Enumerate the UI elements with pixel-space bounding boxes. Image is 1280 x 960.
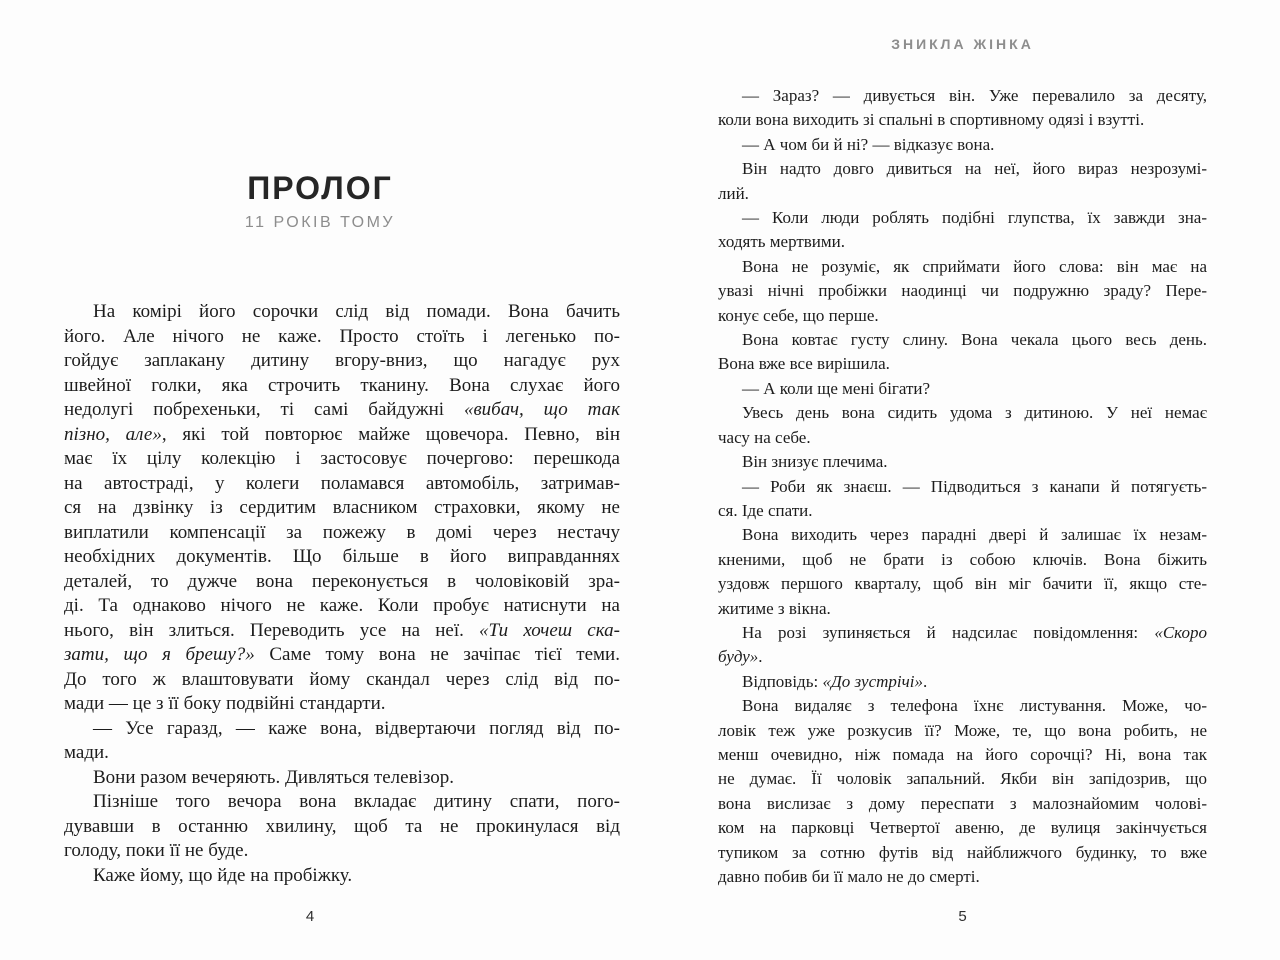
text-line bbox=[718, 743, 1207, 767]
text-segment: часу на себе. bbox=[718, 427, 811, 447]
paragraph bbox=[718, 523, 1207, 621]
italic-text-segment: пізно, але» bbox=[64, 423, 162, 445]
text-segment: дувавши в останню хвилину, щоб та не прокинулася від bbox=[64, 815, 620, 837]
text-line bbox=[64, 594, 620, 619]
text-segment: деталей, то дужче вона переконується в чоловіковій зра- bbox=[64, 570, 620, 592]
text-segment: Саме тому вона не зачіпає тієї теми. bbox=[254, 644, 620, 665]
text-segment: мади. bbox=[64, 742, 109, 763]
text-segment: — А чом би й ні? — відказує вона. bbox=[742, 134, 995, 154]
paragraph bbox=[718, 694, 1207, 889]
chapter-heading-block bbox=[0, 170, 640, 232]
paragraph bbox=[64, 717, 620, 766]
text-line bbox=[718, 304, 1207, 328]
text-line bbox=[64, 839, 620, 864]
text-segment: — Усе гаразд, — каже вона, відвертаючи погляд від по- bbox=[93, 717, 620, 739]
text-segment: житиме з вікна. bbox=[718, 598, 831, 618]
text-segment: ді. Та однаково нічого не каже. Коли пробує натиснути на bbox=[64, 595, 620, 616]
text-segment: Вона вже все вирішила. bbox=[718, 354, 890, 374]
paragraph bbox=[64, 300, 620, 717]
paragraph bbox=[718, 377, 1207, 401]
text-line bbox=[718, 157, 1207, 181]
text-line bbox=[718, 182, 1207, 206]
paragraph bbox=[718, 401, 1207, 450]
text-line bbox=[64, 521, 620, 546]
text-segment: менш очевидно, ніж помада на його сорочці? Ні, вона так bbox=[718, 744, 1207, 764]
text-line bbox=[718, 499, 1207, 523]
text-line bbox=[718, 816, 1207, 840]
text-segment: Каже йому, що йде на пробіжку. bbox=[93, 864, 353, 886]
text-segment: — Роби як знаєш. — Підводиться з канапи й потягуєть- bbox=[742, 476, 1207, 496]
text-line bbox=[64, 398, 620, 423]
text-segment: ком на парковці Четвертої авеню, де вулиця закінчується bbox=[718, 818, 1207, 838]
text-segment: виплатили компенсації за пожежу в домі через нестачу bbox=[64, 521, 620, 543]
text-segment: На комірі його сорочки слід від помади. Вона бачить bbox=[93, 301, 620, 322]
text-line bbox=[718, 133, 1207, 157]
text-line bbox=[718, 84, 1207, 108]
text-line bbox=[64, 643, 620, 668]
text-line bbox=[718, 523, 1207, 547]
paragraph bbox=[64, 864, 620, 889]
text-line bbox=[718, 352, 1207, 376]
text-segment: На розі зупиняється й надсилає повідомлення: bbox=[742, 622, 1155, 642]
italic-text-segment: «вибач, що так bbox=[463, 399, 620, 420]
text-segment: коли вона виходить зі спальні в спортивному одязі і взутті. bbox=[718, 110, 1145, 130]
text-line bbox=[718, 328, 1207, 352]
text-segment: — Коли люди роблять подібні глупства, їх завжди зна- bbox=[742, 208, 1207, 228]
text-segment: — Зараз? — дивується він. Уже перевалило за десяту, bbox=[742, 86, 1207, 105]
text-line bbox=[718, 621, 1207, 645]
paragraph bbox=[718, 621, 1207, 670]
text-line bbox=[64, 717, 620, 742]
text-segment: Він надто довго дивиться на неї, його вираз незрозумі- bbox=[742, 159, 1207, 179]
text-line bbox=[64, 300, 620, 325]
paragraph bbox=[718, 475, 1207, 524]
text-line bbox=[64, 668, 620, 693]
chapter-title: ПРОЛОГ bbox=[247, 170, 393, 206]
text-segment: Вони разом вечеряють. Дивляться телевізор. bbox=[93, 766, 454, 788]
text-line bbox=[718, 401, 1207, 425]
text-segment: необхідних документів. Що більше в його виправданнях bbox=[64, 546, 620, 567]
text-line bbox=[64, 447, 620, 472]
text-segment: Увесь день вона сидить удома з дитиною. У неї немає bbox=[742, 403, 1207, 423]
right-page bbox=[640, 0, 1280, 960]
text-segment: кненими, щоб не брати із собою ключів. Вона біжить bbox=[718, 549, 1207, 569]
text-line bbox=[64, 790, 620, 815]
italic-text-segment: «Ти хочеш ска- bbox=[479, 619, 620, 641]
paragraph bbox=[64, 766, 620, 791]
text-line bbox=[718, 475, 1207, 499]
text-line bbox=[64, 619, 620, 644]
text-segment: лий. bbox=[718, 183, 749, 203]
text-line bbox=[718, 841, 1207, 865]
text-segment: конує себе, що перше. bbox=[718, 305, 879, 325]
chapter-subtitle: 11 РОКІВ ТОМУ bbox=[244, 214, 396, 231]
text-segment: не думає. Її чоловік запальний. Якби він запідозрив, що bbox=[718, 769, 1207, 789]
paragraph bbox=[718, 157, 1207, 206]
italic-text-segment: буду» bbox=[718, 647, 759, 667]
text-segment: увазі нічні пробіжки наодинці чи подружню зраду? Пере- bbox=[718, 281, 1207, 301]
text-segment: Він знизує плечима. bbox=[742, 452, 888, 472]
text-line bbox=[64, 766, 620, 791]
text-segment: ся на дзвінку із сердитим власником страховки, якому не bbox=[64, 497, 620, 518]
paragraph bbox=[718, 328, 1207, 377]
paragraph bbox=[718, 84, 1207, 133]
paragraph bbox=[718, 133, 1207, 157]
text-segment: Пізніше того вечора вона вкладає дитину спати, пого- bbox=[93, 791, 620, 812]
text-segment: ходять мертвими. bbox=[718, 232, 846, 252]
text-line bbox=[64, 545, 620, 570]
text-segment: швейної голки, яка строчить тканину. Вона слухає його bbox=[64, 374, 620, 396]
page-number-left: 4 bbox=[305, 908, 315, 925]
text-segment: Вона ковтає густу слину. Вона чекала цього весь день. bbox=[742, 330, 1207, 350]
text-segment: має їх цілу колекцію і застосовує почергово: перешкода bbox=[64, 448, 620, 469]
text-segment: Вона не розуміє, як сприймати його слова: він має на bbox=[742, 256, 1207, 276]
text-line bbox=[718, 719, 1207, 743]
text-segment: вона вислизає з дому переспати з малознайомим чолові- bbox=[718, 793, 1207, 813]
text-segment: . bbox=[922, 671, 928, 691]
text-segment: мади — це з її боку подвійні стандарти. bbox=[64, 693, 386, 714]
text-line bbox=[718, 767, 1207, 791]
text-line bbox=[718, 597, 1207, 621]
paragraph bbox=[718, 206, 1207, 255]
text-segment: . bbox=[758, 647, 763, 667]
text-line bbox=[64, 349, 620, 374]
paragraph bbox=[718, 450, 1207, 474]
text-line bbox=[64, 815, 620, 840]
paragraph bbox=[64, 790, 620, 864]
text-line bbox=[64, 325, 620, 350]
text-segment: гойдує заплакану дитину вгору-вниз, що нагадує рух bbox=[64, 350, 620, 371]
text-line bbox=[718, 377, 1207, 401]
paragraph bbox=[718, 670, 1207, 694]
text-line bbox=[718, 694, 1207, 718]
text-line bbox=[718, 670, 1207, 694]
text-segment: недолугі побрехеньки, ті самі байдужні bbox=[64, 399, 464, 420]
text-line bbox=[64, 741, 620, 766]
text-segment: ся. Іде спати. bbox=[718, 500, 813, 520]
running-header: ЗНИКЛА ЖІНКА bbox=[891, 36, 1034, 52]
text-segment: давно побив би її мало не до смерті. bbox=[718, 867, 980, 886]
text-segment: тупиком за сотню футів від найближчого будинку, то вже bbox=[718, 842, 1207, 862]
text-segment: нього, він злиться. Переводить усе на неї. bbox=[64, 619, 480, 641]
text-line bbox=[718, 645, 1207, 669]
text-line bbox=[718, 572, 1207, 596]
text-segment: уздовж першого кварталу, щоб він міг бачити її, якщо сте- bbox=[718, 574, 1207, 594]
text-line bbox=[64, 864, 620, 889]
page-number-right: 5 bbox=[958, 908, 967, 925]
text-segment: його. Але нічого не каже. Просто стоїть і легенько по- bbox=[64, 325, 620, 347]
text-line bbox=[718, 279, 1207, 303]
text-line bbox=[718, 206, 1207, 230]
text-line bbox=[718, 865, 1207, 889]
italic-text-segment: «До зустрічі» bbox=[822, 671, 923, 691]
text-line bbox=[64, 496, 620, 521]
text-line bbox=[64, 692, 620, 717]
text-line bbox=[64, 423, 620, 448]
text-line bbox=[64, 472, 620, 497]
text-segment: голоду, поки її не буде. bbox=[64, 840, 249, 861]
text-line bbox=[64, 374, 620, 399]
text-segment: До того ж влаштовувати йому скандал через слід від по- bbox=[64, 668, 620, 690]
italic-text-segment: зати, що я брешу?» bbox=[64, 644, 255, 665]
text-line bbox=[718, 426, 1207, 450]
text-line bbox=[718, 108, 1207, 132]
text-line bbox=[64, 570, 620, 595]
text-segment: Вона виходить через парадні двері й залишає їх незам- bbox=[742, 525, 1207, 545]
text-line bbox=[718, 255, 1207, 279]
text-line bbox=[718, 450, 1207, 474]
text-segment: , які той повторює майже щовечора. Певно, він bbox=[161, 423, 621, 445]
italic-text-segment: «Скоро bbox=[1154, 622, 1207, 642]
text-line bbox=[718, 548, 1207, 572]
text-segment: Відповідь: bbox=[742, 671, 823, 691]
text-segment: Вона видаляє з телефона їхнє листування. Може, чо- bbox=[742, 696, 1207, 716]
body-text-right bbox=[718, 84, 1207, 889]
text-line bbox=[718, 230, 1207, 254]
text-segment: на автостраді, у колеги поламався автомобіль, затримав- bbox=[64, 472, 620, 494]
text-segment: ловік теж уже розкусив її? Може, те, що вона робить, не bbox=[718, 720, 1207, 740]
paragraph bbox=[718, 255, 1207, 328]
body-text-left bbox=[64, 300, 620, 888]
text-line bbox=[718, 792, 1207, 816]
text-segment: — А коли ще мені бігати? bbox=[742, 378, 931, 398]
